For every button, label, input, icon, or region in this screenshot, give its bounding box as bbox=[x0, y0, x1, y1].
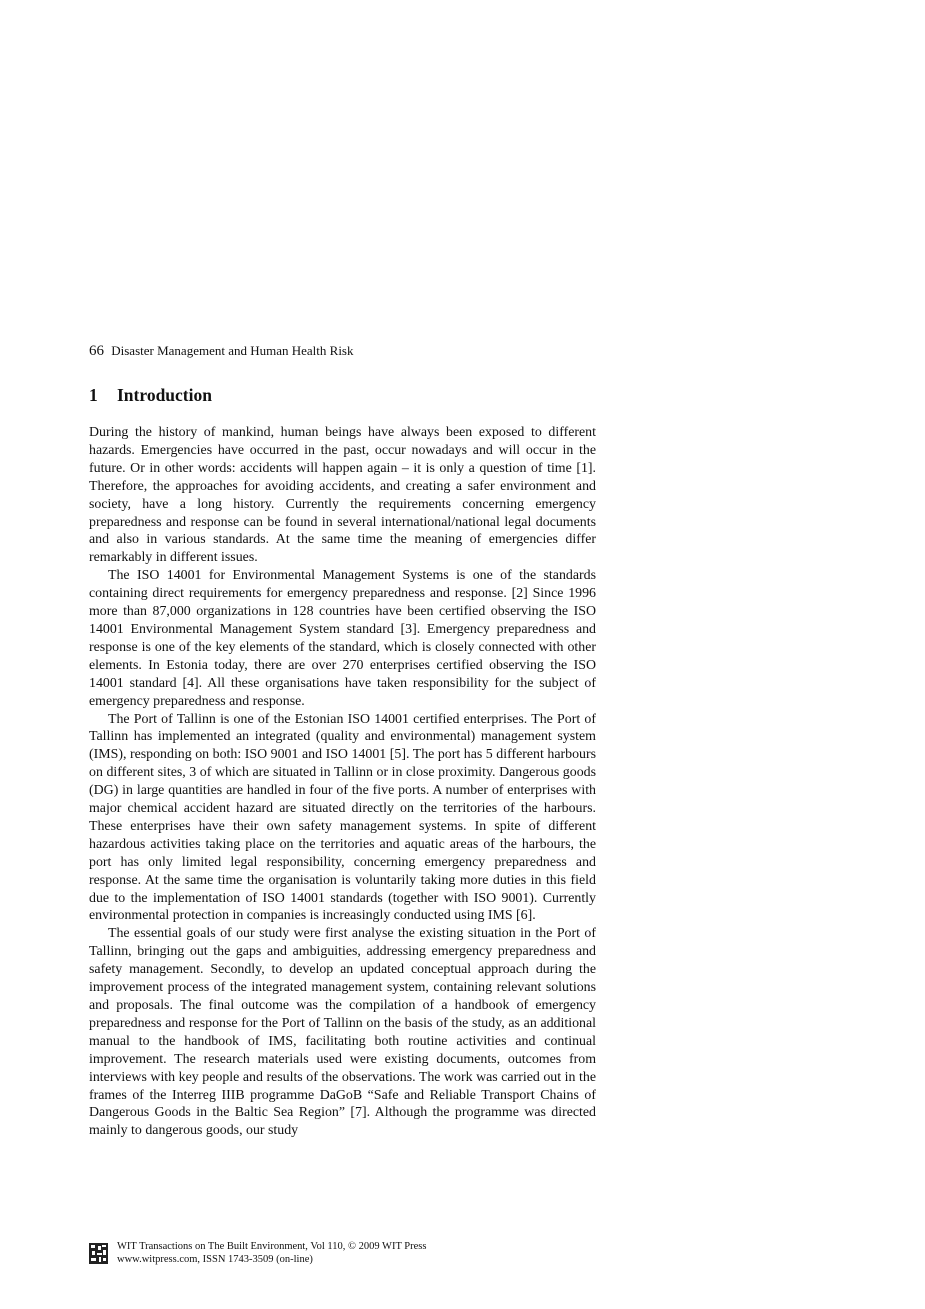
paragraph-3: The Port of Tallinn is one of the Estonian ISO 14001 certified enterprises. The Port of Tallinn has implemented an integrated (quality and environmental) management system (IMS), responding on both: ISO 9001 and ISO 14001 [5]. The port has 5 different harbours on different sites, 3 of which are situated in Tallinn or in close proximity. Dangerous goods (DG) in large quantities are handled in four of the five ports. A number of enterprises with major chemical accident hazard are situated directly on the territories of the harbours. These enterprises have their own safety management systems. In spite of different hazardous activities taking place on the territories and aquatic areas of the harbours, the port has only limited legal responsibility, concerning emergency preparedness and response. At the same time the organisation is voluntarily taking more duties in this field due to the implementation of ISO 14001 standards (together with ISO 9001). Currently environmental protection in companies is increasingly conducted using IMS [6]. bbox=[89, 711, 596, 924]
section-heading bbox=[89, 385, 212, 406]
wit-press-logo-icon bbox=[89, 1243, 108, 1264]
section-title: Introduction bbox=[117, 385, 212, 405]
page-number: 66 bbox=[89, 343, 104, 359]
footer-issn: www.witpress.com, ISSN 1743-3509 (on-line) bbox=[117, 1253, 313, 1265]
footer-text bbox=[117, 1241, 426, 1266]
running-head bbox=[89, 343, 354, 360]
paragraph-1: During the history of mankind, human beings have always been exposed to different hazards. Emergencies have occurred in the past, occur nowadays and will occur in the future. Or in other words: accidents will happen again – it is only a question of time [1]. Therefore, the approaches for avoiding accidents, and creating a safer environment and society, have a long history. Currently the requirements concerning emergency preparedness and response can be found in several international/national legal documents and also in various standards. At the same time the meaning of emergencies differ remarkably in different issues. bbox=[89, 425, 596, 566]
paragraph-4: The essential goals of our study were first analyse the existing situation in the Port of Tallinn, bringing out the gaps and ambiguities, addressing emergency preparedness and safety management. Secondly, to develop an updated conceptual approach during the improvement process of the integrated management system, containing relevant solutions and proposals. The final outcome was the compilation of a handbook of emergency preparedness and response for the Port of Tallinn on the basis of the study, as an additional manual to the handbook of IMS, facilitating both routine activities and continual improvement. The research materials used were existing documents, outcomes from interviews with key people and results of the observations. The work was carried out in the frames of the Interreg IIIB programme DaGoB “Safe and Reliable Transport Chains of Dangerous Goods in the Baltic Sea Region” [7]. Although the programme was directed mainly to dangerous goods, our study bbox=[89, 926, 596, 1139]
footer-copyright: WIT Transactions on The Built Environment, Vol 110, © 2009 WIT Press bbox=[117, 1241, 427, 1252]
book-title: Disaster Management and Human Health Risk bbox=[111, 343, 354, 358]
paragraph-2: The ISO 14001 for Environmental Management Systems is one of the standards containing direct requirements for emergency preparedness and response. [2] Since 1996 more than 87,000 organizations in 128 countries have been certified observing the ISO 14001 Environmental Management System standard [3]. Emergency preparedness and response is one of the key elements of the standard, which is closely connected with other elements. In Estonia today, there are over 270 enterprises certified observing the ISO 14001 standard [4]. All these organisations have taken responsibility for the subject of emergency preparedness and response. bbox=[89, 568, 596, 709]
body-text bbox=[89, 424, 596, 1140]
section-number: 1 bbox=[89, 385, 98, 405]
footer bbox=[89, 1241, 426, 1266]
